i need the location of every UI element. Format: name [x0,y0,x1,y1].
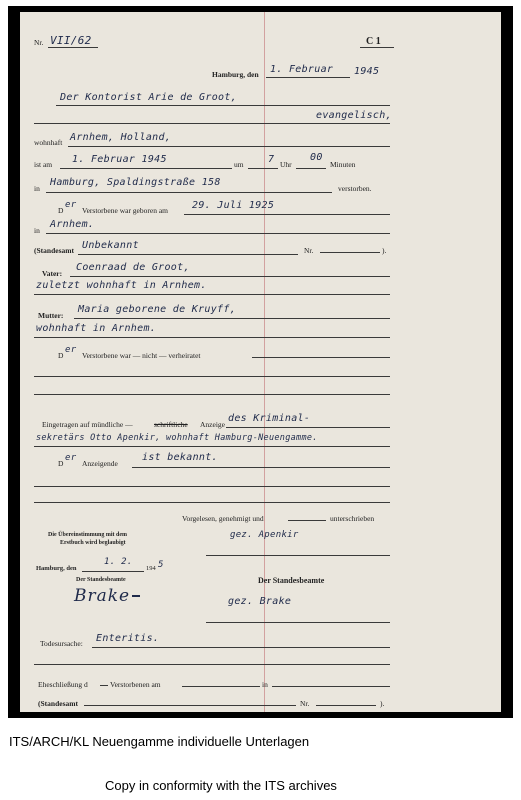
gez-apenkir: gez. Apenkir [230,530,299,540]
red-fold-line [264,12,265,712]
schriftliche-label: schriftliche [154,420,188,429]
religion-line: evangelisch, [316,110,392,121]
minuten-label: Minuten [330,160,356,169]
father-residence: zuletzt wohnhaft in Arnhem. [36,280,207,291]
in2-label: in [34,226,40,235]
nr-label-2: Nr. [304,246,314,255]
city-date-label: Hamburg, den [212,70,259,79]
birth-place: Arnhem. [50,219,95,230]
close-paren-2: ). [380,699,385,708]
mutter-label: Mutter: [38,311,64,320]
informant-line-2: sekretärs Otto Apenkir, wohnhaft Hamburg-Neuengamme. [36,433,318,443]
death-minutes: 00 [310,152,323,163]
eheschliessung-label: Eheschließung d [38,680,88,689]
gez-brake: gez. Brake [228,596,292,607]
death-certificate-page [20,12,501,712]
d-prefix-3: D [58,459,64,468]
registration-year: 1945 [354,66,380,77]
geboren-label: Verstorbene war geboren am [82,206,169,215]
standesbeamte-label: Der Standesbeamte [258,576,325,585]
registrar-signature: Brake [74,586,131,606]
residence: Arnhem, Holland, [70,132,172,143]
todesursache-label: Todesursache: [40,639,83,648]
register-number: VII/62 [50,34,92,47]
d-suffix-3: er [65,453,77,463]
form-code: C 1 [366,36,381,47]
death-hour: 7 [268,154,275,165]
archive-caption: ITS/ARCH/KL Neuengamme individuelle Unterlagen [9,734,310,749]
registration-date: 1. Februar [270,64,334,75]
mother-name: Maria geborene de Kruyff, [78,304,237,315]
unterschrieben-label: unterschrieben [330,514,375,523]
death-date: 1. Februar 1945 [72,154,167,165]
uebereinstimmung-label-1: Die Übereinstimmung mit dem [48,532,128,538]
verstorben-label: verstorben. [338,184,372,193]
standesamt-label: (Standesamt [34,246,75,255]
vorgelesen-label: Vorgelesen, genehmigt und [182,514,264,523]
verheiratet-label: Verstorbene war — nicht — verheiratet [82,351,201,360]
d-suffix-2: er [65,345,77,355]
standesbeamte-small-label: Der Standesbeamte [76,577,126,583]
uebereinstimmung-label-2: Erstbuch wird beglaubigt [60,540,126,546]
uhr-label: Uhr [280,160,292,169]
cause-of-death: Enteritis. [96,633,160,644]
in3-label: in [262,680,268,689]
wohnhaft-label: wohnhaft [34,138,63,147]
informant-known: ist bekannt. [142,452,218,463]
close-paren: ). [382,246,387,255]
informant-line-1: des Kriminal- [228,413,311,424]
father-name: Coenraad de Groot, [76,262,190,273]
birth-date: 29. Juli 1925 [192,200,275,211]
deceased-name-line: Der Kontorist Arie de Groot, [60,92,237,103]
vater-label: Vater: [42,269,63,278]
verstorbenen-label: Verstorbenen am [110,680,161,689]
d-suffix: er [65,200,77,210]
d-prefix-2: D [58,351,64,360]
eingetragen-label: Eingetragen auf mündliche — [42,420,133,429]
anzeigende-label: Anzeigende [82,459,118,468]
in-label: in [34,184,40,193]
certified-date: 1. 2. [104,557,133,567]
scanned-document-frame [8,6,513,718]
anzeige-label: Anzeige [200,420,225,429]
certified-year-suffix: 5 [158,560,164,570]
um-label: um [234,160,244,169]
ist-am-label: ist am [34,160,53,169]
standesamt-value: Unbekannt [82,240,139,251]
death-place: Hamburg, Spaldingstraße 158 [50,177,221,188]
nr-label: Nr. [34,38,44,47]
mother-residence: wohnhaft in Arnhem. [36,323,157,334]
d-prefix: D [58,206,64,215]
conformity-caption: Copy in conformity with the ITS archives [105,778,337,793]
nr2-label: Nr. [300,699,310,708]
standesamt2-label: (Standesamt [38,699,79,708]
hamburg-den-label: Hamburg, den [36,565,77,572]
certified-year-prefix: 194 [146,565,156,572]
